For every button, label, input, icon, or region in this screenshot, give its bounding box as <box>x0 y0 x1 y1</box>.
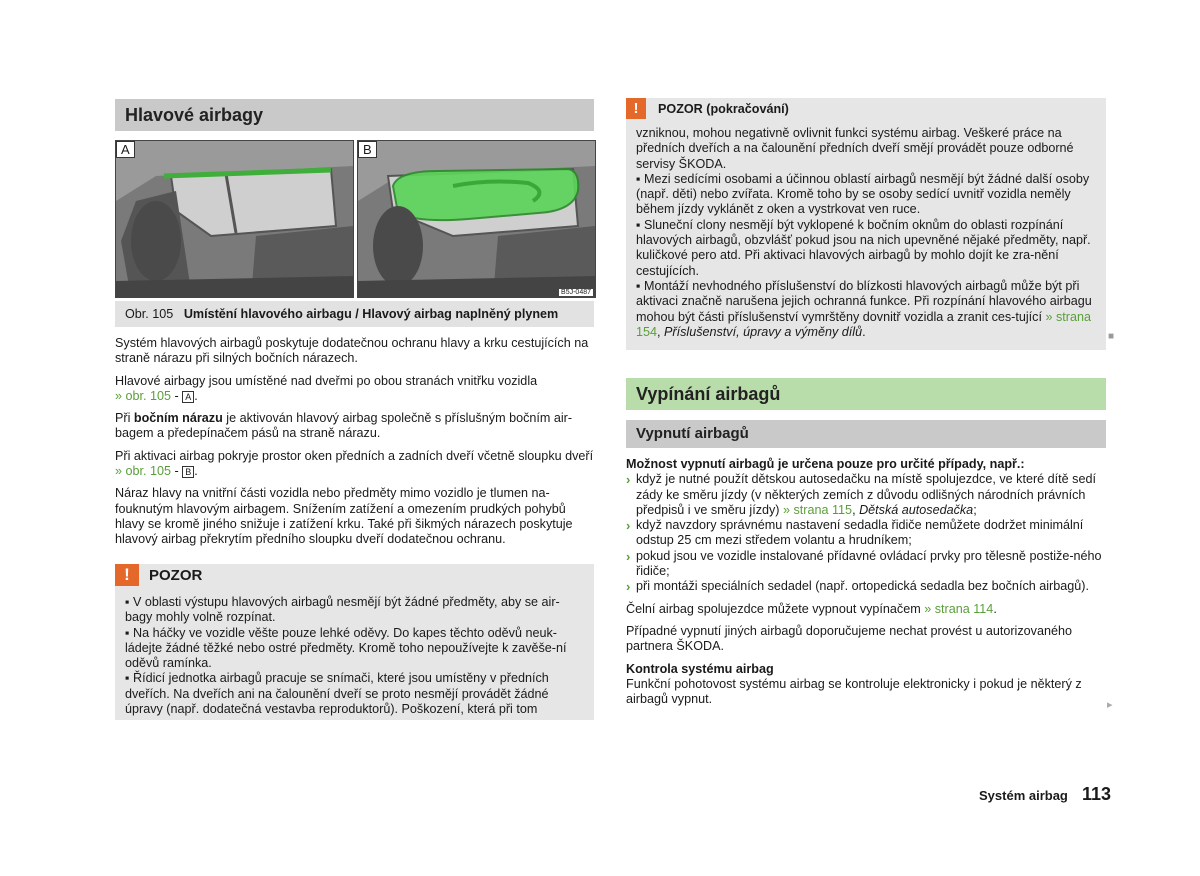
figure-a <box>115 140 354 298</box>
page-number: 113 <box>1082 784 1112 804</box>
caption-text: Umístění hlavového airbagu / Hlavový airbag naplněný plynem <box>183 307 559 321</box>
control-title: Kontrola systému airbag <box>626 661 774 676</box>
list-item: › když je nutné použít dětskou autosedačku na místě spolujezdce, ve které dítě sedí zády ke směru jízdy (v některých zemích z důvodu odlišných národních právních předpisů i ve směru jízdy) » strana 115, Dětská autosedačka; <box>626 472 1096 517</box>
figure-label-ref-a: A <box>182 391 194 403</box>
paragraph-4: Při aktivaci airbag pokryje prostor oken předních a zadních dveří včetně sloupku dveří » obr. 105 - B . <box>115 448 594 479</box>
warning-item: ▪ Řídicí jednotka airbagů pracuje se snímači, které jsou umístěny v předních dveřích. Na dveřích ani na čalounění dveří se proto nesmějí provádět žádné úpravy (např. dodatečná vestavba reproduktorů). Poškození, která při tom <box>125 671 549 717</box>
subsection-title: Vypnutí airbagů <box>636 425 749 442</box>
continue-arrow-icon: ▸ <box>1107 699 1113 711</box>
right-body <box>626 457 1106 707</box>
bullet-arrow-icon: › <box>626 548 631 564</box>
figure-caption <box>115 301 594 327</box>
page-114-link[interactable]: » strana 114 <box>924 601 994 616</box>
list-item: › při montáži speciálních sedadel (např. ortopedická sedadla bez bočních airbagů). <box>626 579 1089 595</box>
paragraph-other-airbags: Případné vypnutí jiných airbagů doporučujeme nechat provést u autorizovaného partnera ŠKODA. <box>626 623 1072 654</box>
list-item: › když navzdory správnému nastavení sedadla řidiče nemůžete dodržet minimální odstup 25 cm mezi středem volantu a hrudníkem; <box>626 518 1084 548</box>
bullet-arrow-icon: › <box>626 579 631 595</box>
warning-box <box>115 564 594 720</box>
paragraph-2: Hlavové airbagy jsou umístěné nad dveřmi po obou stranách vnitřku vozidla » obr. 105 - A . <box>115 373 538 403</box>
warning-intro: vzniknou, mohou negativně ovlivnit funkci systému airbag. Veškeré práce na předních dveřích a na čalounění předních dveří smějí provádět pouze odborné servisy ŠKODA. <box>636 126 1074 171</box>
page-115-link[interactable]: » strana 115 <box>782 502 853 517</box>
paragraph-front-airbag: Čelní airbag spolujezdce můžete vypnout vypínačem » strana 114. <box>626 601 997 616</box>
section-title: Vypínání airbagů <box>636 384 781 404</box>
figure-code: B5J-0487 <box>561 289 591 296</box>
page-154-link[interactable]: » strana 154 <box>636 309 1091 339</box>
section-header-disable-airbags <box>626 378 1106 410</box>
caption-number: Obr. 105 <box>125 307 174 321</box>
car-interior-illustration-b <box>358 141 595 297</box>
paragraph-5: Náraz hlavy na vnitřní části vozidla nebo předměty mimo vozidlo je tlumen na-fouknutým hlavovým airbagem. Snížením zatížení a omezením prudkých pohybů hlavy se kromě jiného snižuje i zatížení krku. Také při šikmých nárazech poskytuje hlavový airbag překrytím předního sloupku dveří dodatečnou ochranu. <box>115 486 573 547</box>
warning-list <box>125 595 585 717</box>
warning-continued-title: POZOR (pokračování) <box>658 102 789 116</box>
paragraph-3: Při bočním nárazu je aktivován hlavový airbag společně s příslušným bočním air-bagem a předepínačem pásů na straně nárazu. <box>115 411 573 441</box>
figure-label-ref-b: B <box>182 466 194 478</box>
section-header-head-airbags <box>115 99 594 131</box>
warning-item: ▪ Montáží nevhodného příslušenství do blízkosti hlavových airbagů může být při aktivaci značně narušena jejich ochranná funkce. Při rozpínání hlavového airbagu mohou být části příslušenství vymrštěny dovnitř vozidla a zranit ces-tující » strana 154, Příslušenství, úpravy a výměny dílů. <box>636 278 1092 339</box>
figure-105-link[interactable]: » obr. 105 <box>115 388 172 403</box>
lead-text: Možnost vypnutí airbagů je určena pouze pro určité případy, např.: <box>626 457 1025 471</box>
list-item: › pokud jsou ve vozidle instalované přídavné ovládací prvky pro tělesně postiže-ného řidiče; <box>626 548 1102 579</box>
warning-item: ▪ Mezi sedícími osobami a účinnou oblastí airbagů nesmějí být žádné další osoby (např. děti) nebo zvířata. Kromě toho by se osoby sedící uvnitř vozidla neměly během jízdy vyklánět z oken a vystrkovat ven ruce. <box>636 171 1090 217</box>
end-square-marker: ■ <box>1108 331 1115 342</box>
section-title: Hlavové airbagy <box>125 105 264 125</box>
figure-label-b: B <box>358 141 377 158</box>
figure-105-link-2[interactable]: » obr. 105 <box>115 464 172 479</box>
footer-section: Systém airbag <box>979 788 1068 803</box>
bullet-arrow-icon: › <box>626 518 631 534</box>
warning-item: ▪ V oblasti výstupu hlavových airbagů nesmějí být žádné předměty, aby se air-bagy mohly volně rozpínat. <box>125 595 560 625</box>
car-interior-illustration-a <box>116 141 353 297</box>
warning-item: ▪ Sluneční clony nesmějí být vyklopené k bočním oknům do oblasti rozpínání hlavových airbagů, obzvlášť pokud jsou na nich upevněné nějaké předměty, např. kuličkové pero atd. Při aktivaci hlavových airbagů by mohlo dojít ke zra-nění cestujících. <box>636 217 1091 278</box>
left-body <box>115 336 594 548</box>
warning-item: ▪ Na háčky ve vozidle věšte pouze lehké oděvy. Do kapes těchto oděvů neuk-ládejte žádné těžké nebo ostré předměty. Kromě toho nepoužívejte k zavěše-ní oděvů ramínka. <box>125 625 567 671</box>
figure-b <box>357 140 596 298</box>
warning-continued-box <box>626 98 1106 350</box>
subsection-header <box>626 420 1106 448</box>
paragraph-1: Systém hlavových airbagů poskytuje dodatečnou ochranu hlavy a krku cestujících na straně nárazu při silných bočních nárazech. <box>115 336 589 366</box>
warning-icon: ! <box>626 98 646 119</box>
control-text: Funkční pohotovost systému airbag se kontroluje elektronicky i pokud je některý z airbagů vypnut. <box>626 676 1082 707</box>
warning-title: POZOR <box>149 567 203 584</box>
figure-label-a: A <box>116 141 135 158</box>
warning-icon: ! <box>115 564 139 586</box>
bullet-arrow-icon: › <box>626 472 631 488</box>
warning-continued-body <box>636 126 1098 340</box>
